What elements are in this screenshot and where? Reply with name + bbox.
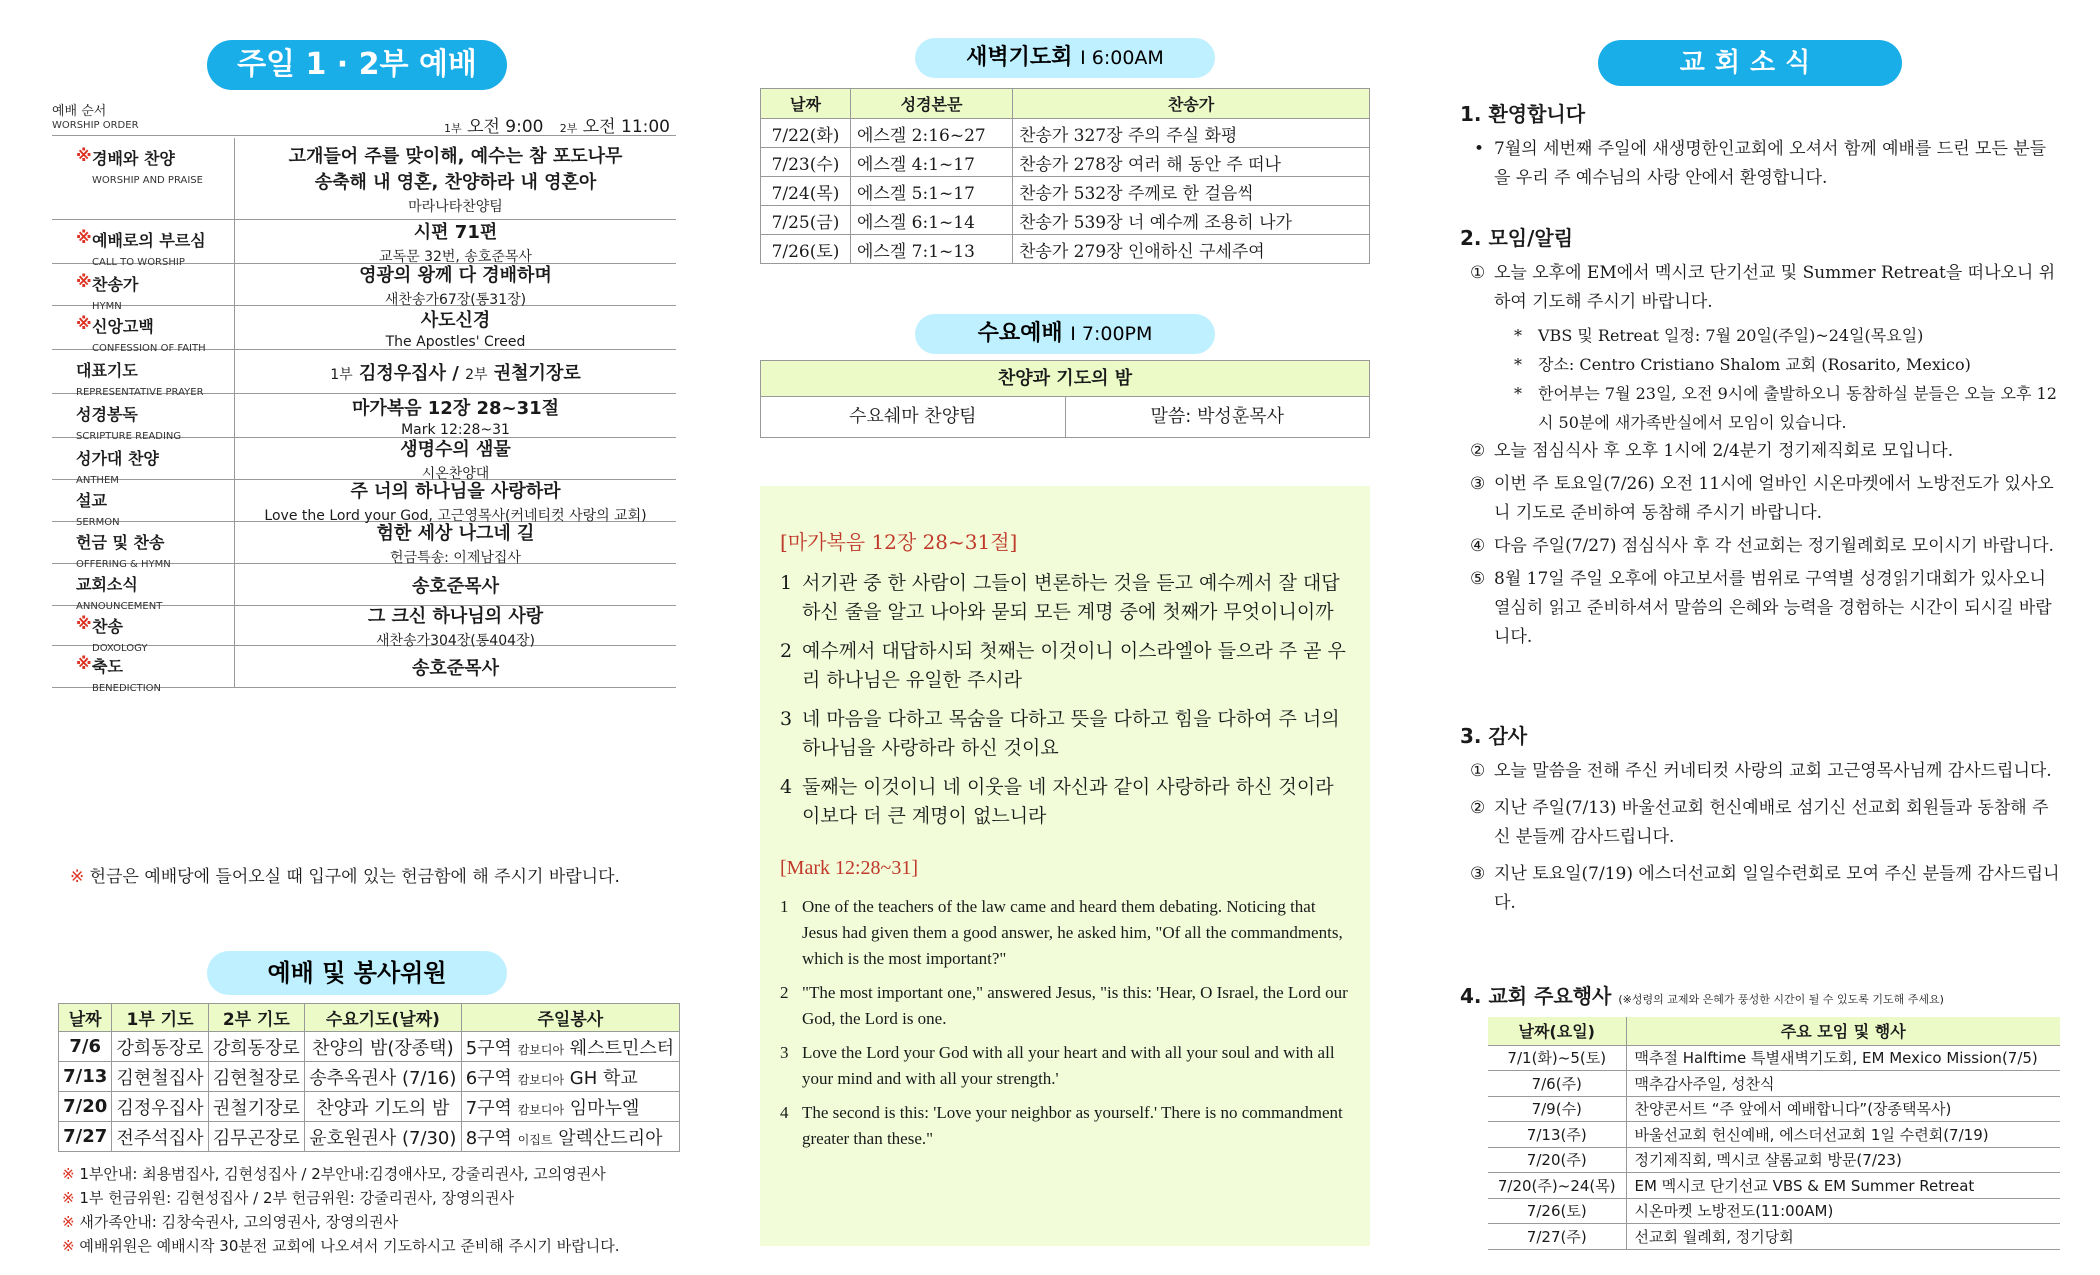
servants-p1: 김현철집사: [112, 1062, 208, 1092]
item-text: 지난 주일(7/13) 바울선교회 헌신예배로 섬기신 선교회 회원들과 동참해 주신 분들께 감사드립니다.: [1494, 798, 2049, 847]
order-main-text: 주 너의 하나님을 사랑하라: [350, 480, 561, 502]
dawn-header: 성경본문: [851, 89, 1013, 119]
order-value: [235, 306, 676, 349]
order-row: [52, 480, 676, 528]
order-label-ko: 성경봉독: [76, 405, 138, 424]
verse-text: "The most important one," answered Jesus, "is this: 'Hear, O Israel, the Lord our God, the Lord is one.: [802, 983, 1348, 1028]
notice-sub-item: [1460, 379, 2060, 437]
events-row: [1488, 1071, 2060, 1097]
order-label: [52, 220, 235, 268]
order-label: [52, 138, 235, 219]
prayer-n2: 권철기장로: [493, 362, 581, 384]
item-number: ②: [1470, 798, 1486, 818]
servants-header: 1부 기도: [112, 1004, 208, 1032]
verse-number: 2: [780, 983, 789, 1002]
order-label: [52, 394, 235, 442]
servants-note: [62, 1162, 620, 1186]
order-label: [52, 564, 235, 612]
duty-place: 알렉산드리아: [558, 1127, 663, 1149]
item-number: ①: [1470, 761, 1486, 781]
sub-bullet: *: [1514, 384, 1522, 403]
service-times: [444, 112, 670, 137]
prayer-p1: 1부: [330, 366, 353, 383]
events-row: [1488, 1173, 2060, 1199]
item-number: ③: [1470, 474, 1486, 494]
order-label-en: SERMON: [76, 517, 120, 528]
order-label-ko: 신앙고백: [92, 317, 154, 336]
order-main-text: 송호준목사: [412, 657, 499, 679]
order-label-en: CONFESSION OF FAITH: [92, 343, 206, 354]
servants-p1: 강희동장로: [112, 1032, 208, 1062]
order-row: [52, 646, 676, 694]
order-row: [52, 605, 676, 654]
order-value: [235, 394, 676, 437]
verse-number: 4: [780, 776, 793, 798]
order-sub-text: 교독문 32번, 송호준목사: [379, 248, 532, 265]
duty-group: 8구역: [465, 1127, 512, 1149]
order-label-en: WORSHIP AND PRAISE: [92, 175, 203, 186]
required-mark: ※: [76, 228, 92, 247]
servants-date: 7/20: [59, 1092, 112, 1122]
order-label: [52, 606, 235, 654]
order-label: [52, 306, 235, 354]
dawn-hymn: 찬송가 279장 인애하신 구세주여: [1013, 235, 1370, 264]
verse-number: 1: [780, 897, 789, 916]
verse-number: 2: [780, 640, 793, 662]
order-value: [235, 522, 676, 566]
order-value: [235, 264, 676, 308]
duty-country: 이집트: [517, 1132, 553, 1147]
news-section-events: [1460, 980, 2060, 1250]
dawn-text: 에스겔 2:16~27: [851, 119, 1013, 148]
bullet: •: [1474, 139, 1485, 159]
sub-bullet: *: [1514, 355, 1522, 374]
time-1: 오전 9:00: [467, 117, 544, 137]
event-date: 7/20(주)~24(목): [1488, 1173, 1626, 1199]
order-main-text: 사도신경: [420, 309, 491, 331]
servants-duty: [461, 1122, 679, 1152]
required-mark: ※: [76, 614, 92, 633]
event-name: 맥추감사주일, 성찬식: [1626, 1071, 2060, 1097]
notice-item: [1460, 565, 2060, 652]
events-row: [1488, 1198, 2060, 1224]
order-label-ko: 찬송: [92, 617, 123, 636]
notice-sub-item: [1460, 321, 2060, 350]
events-note: (※성령의 교제와 은혜가 풍성한 시간이 될 수 있도록 기도해 주세요): [1618, 993, 1944, 1006]
sub-text: VBS 및 Retreat 일정: 7월 20일(주일)~24일(목요일): [1538, 326, 1924, 345]
verse-en: [780, 1040, 1348, 1092]
order-label-ko: 찬송가: [92, 275, 139, 294]
item-number: ①: [1470, 263, 1486, 283]
dawn-header: 날짜: [761, 89, 851, 119]
item-text: 지난 토요일(7/19) 에스더선교회 일일수련회로 모여 주신 분들께 감사드립니다.: [1494, 864, 2060, 913]
order-value: [235, 564, 676, 605]
sub-text: 한어부는 7월 23일, 오전 9시에 출발하오니 동참하실 분들은 오늘 오후 12시 50분에 새가족반실에서 모임이 있습니다.: [1538, 384, 2057, 432]
dawn-date: 7/23(수): [761, 148, 851, 177]
order-label-ko: 헌금 및 찬송: [76, 533, 165, 552]
events-row: [1488, 1224, 2060, 1250]
verse-number: 1: [780, 572, 793, 594]
servants-row: [59, 1092, 680, 1122]
required-mark: ※: [76, 654, 92, 673]
order-label-en: ANNOUNCEMENT: [76, 601, 163, 612]
order-main-text: 생명수의 샘물: [400, 438, 511, 460]
wednesday-team: 수요쉐마 찬양팀: [761, 397, 1066, 437]
servants-note-text: 예배위원은 예배시작 30분전 교회에 나오셔서 기도하시고 준비해 주시기 바랍니다.: [79, 1237, 620, 1255]
event-date: 7/26(토): [1488, 1198, 1626, 1224]
duty-country: 캄보디아: [517, 1042, 565, 1057]
order-main-text: 시편 71편: [413, 221, 498, 243]
duty-country: 캄보디아: [517, 1072, 565, 1087]
servants-table: [58, 1003, 680, 1152]
order-label-ko: 성가대 찬양: [76, 449, 159, 468]
notice-item: [1460, 532, 2060, 561]
dawn-date: 7/24(목): [761, 177, 851, 206]
order-label-en: CALL TO WORSHIP: [92, 257, 185, 268]
dawn-row: [761, 206, 1370, 235]
servants-note-text: 1부 헌금위원: 김현성집사 / 2부 헌금위원: 강줄리권사, 장영의권사: [79, 1189, 515, 1207]
verse-ko: [780, 773, 1348, 831]
event-date: 7/1(화)~5(토): [1488, 1045, 1626, 1071]
order-label: [52, 480, 235, 528]
order-label: [52, 350, 235, 398]
order-label: [52, 646, 235, 694]
servants-header: 날짜: [59, 1004, 112, 1032]
section-title: 2. 모임/알림: [1460, 226, 1574, 250]
order-row: [52, 138, 676, 220]
news-column: [1460, 0, 2060, 1275]
order-sub-text: Mark 12:28~31: [401, 421, 510, 438]
order-label-ko: 예배로의 부르심: [92, 231, 206, 250]
news-section-thanks: [1460, 720, 2060, 926]
order-value: [235, 646, 676, 687]
event-name: EM 멕시코 단기선교 VBS & EM Summer Retreat: [1626, 1173, 2060, 1199]
events-header: 날짜(요일): [1488, 1017, 1626, 1045]
servants-p1: 김정우집사: [112, 1092, 208, 1122]
event-name: 바울선교회 헌신예배, 에스더선교회 1일 수련회(7/19): [1626, 1122, 2060, 1148]
servants-date: 7/27: [59, 1122, 112, 1152]
event-name: 찬양콘서트 “주 앞에서 예배합니다”(장종택목사): [1626, 1096, 2060, 1122]
order-sub-text: Love the Lord your God, 고근영목사(커네티컷 사랑의 교회): [264, 507, 647, 524]
servants-wed: 찬양의 밤(장종택): [304, 1032, 461, 1062]
note-mark: ※: [62, 1165, 75, 1183]
order-label-en: DOXOLOGY: [92, 643, 148, 654]
order-label-en: WORSHIP ORDER: [52, 120, 139, 131]
order-value: [235, 350, 676, 393]
note-mark: ※: [62, 1189, 75, 1207]
required-mark: ※: [76, 314, 92, 333]
verse-text: The second is this: 'Love your neighbor as yourself.' There is no commandment greater than these.": [802, 1103, 1343, 1148]
order-main-text: 마가복음 12장 28~31절: [351, 397, 560, 419]
verse-text: 예수께서 대답하시되 첫째는 이것이니 이스라엘아 들으라 주 곧 우리 하나님은 유일한 주시라: [802, 640, 1346, 691]
servants-wed: 송추옥권사 (7/16): [304, 1062, 461, 1092]
dawn-text: 에스겔 7:1~13: [851, 235, 1013, 264]
dawn-hymn: 찬송가 539장 너 예수께 조용히 나가: [1013, 206, 1370, 235]
servants-p1: 전주석집사: [112, 1122, 208, 1152]
verse-ko: [780, 569, 1348, 627]
order-row: [52, 264, 676, 312]
section-title: 3. 감사: [1460, 724, 1528, 748]
thanks-item: [1460, 860, 2060, 918]
order-row: [52, 522, 676, 570]
servants-p2: 김현철장로: [208, 1062, 304, 1092]
servants-note: [62, 1186, 620, 1210]
event-name: 정기제직회, 멕시코 샬롬교회 방문(7/23): [1626, 1147, 2060, 1173]
order-label: [52, 438, 235, 486]
servants-note-text: 1부안내: 최용범집사, 김현성집사 / 2부안내:김경애사모, 강줄리권사, 고의영권사: [79, 1165, 606, 1183]
order-row: [52, 306, 676, 354]
dawn-title-text: 새벽기도회: [966, 45, 1073, 70]
dawn-text: 에스겔 4:1~17: [851, 148, 1013, 177]
servants-wed: 윤호원권사 (7/30): [304, 1122, 461, 1152]
duty-group: 6구역: [465, 1067, 512, 1089]
order-value: [235, 138, 676, 219]
notice-item: [1460, 437, 2060, 466]
worship-title: 주일 1 · 2부 예배: [207, 40, 507, 90]
order-label-en: HYMN: [92, 301, 122, 312]
dawn-row: [761, 235, 1370, 264]
scripture-box: [760, 486, 1370, 1246]
verse-number: 3: [780, 1043, 789, 1062]
servants-title: 예배 및 봉사위원: [207, 951, 507, 995]
verse-en: [780, 980, 1348, 1032]
servants-row: [59, 1122, 680, 1152]
duty-place: 웨스트민스터: [569, 1037, 675, 1059]
verse-ko: [780, 705, 1348, 763]
prayer-n1: 김정우집사: [358, 362, 446, 384]
dawn-header: 찬송가: [1013, 89, 1370, 119]
item-text: 오늘 점심식사 후 오후 1시에 2/4분기 정기제직회로 모입니다.: [1494, 441, 1954, 461]
event-date: 7/20(주): [1488, 1147, 1626, 1173]
prayer-p2: 2부: [465, 366, 488, 383]
events-table: [1488, 1017, 2060, 1250]
required-mark: ※: [76, 272, 92, 291]
prayer-column: [760, 0, 1370, 1275]
section-title: 4. 교회 주요행사: [1460, 984, 1612, 1008]
order-label-ko: 경배와 찬양: [92, 149, 175, 168]
item-text: 오늘 말씀을 전해 주신 커네티컷 사랑의 교회 고근영목사님께 감사드립니다.: [1494, 761, 2052, 781]
order-label-en: SCRIPTURE READING: [76, 431, 182, 442]
dawn-row: [761, 148, 1370, 177]
servants-duty: [461, 1062, 679, 1092]
order-sub-text: 헌금특송: 이제남집사: [390, 549, 521, 566]
order-sub-text: 마라나타찬양팀: [408, 198, 503, 215]
verse-ko: [780, 637, 1348, 695]
duty-country: 캄보디아: [517, 1102, 565, 1117]
note-mark: ※: [62, 1237, 75, 1255]
order-main-text: 송축해 내 영혼, 찬양하라 내 영혼아: [314, 171, 597, 193]
prayer-names: [235, 359, 676, 385]
wednesday-title-text: 수요예배: [977, 321, 1063, 346]
item-number: ②: [1470, 441, 1486, 461]
wednesday-heading: 찬양과 기도의 밤: [761, 361, 1369, 397]
item-number: ④: [1470, 536, 1486, 556]
servants-date: 7/13: [59, 1062, 112, 1092]
event-date: 7/27(주): [1488, 1224, 1626, 1250]
news-section-welcome: [1460, 98, 2060, 193]
servants-row: [59, 1032, 680, 1062]
order-row: [52, 350, 676, 398]
welcome-text: 7월의 세번째 주일에 새생명한인교회에 오셔서 함께 예배를 드린 모든 분들을 우리 주 예수님의 사랑 안에서 환영합니다.: [1494, 139, 2047, 188]
servants-date: 7/6: [59, 1032, 112, 1062]
verse-text: One of the teachers of the law came and heard them debating. Noticing that Jesus had given them a good answer, he asked him, "Of all the commandments, which is the most important?": [802, 897, 1343, 968]
dawn-time: I 6:00AM: [1080, 47, 1164, 69]
offering-note-text: 헌금은 예배당에 들어오실 때 입구에 있는 헌금함에 해 주시기 바랍니다.: [89, 867, 620, 887]
wednesday-time: I 7:00PM: [1070, 323, 1153, 345]
order-main-text: 험한 세상 나그네 길: [376, 522, 535, 544]
item-text: 8월 17일 주일 오후에 야고보서를 범위로 구역별 성경읽기대회가 있사오니 열심히 읽고 준비하셔서 말씀의 은혜와 능력을 경험하는 시간이 되시길 바랍니다.: [1494, 569, 2052, 647]
order-label-en: ANTHEM: [76, 475, 119, 486]
order-sub-text: 시온찬양대: [421, 465, 490, 482]
sub-text: 장소: Centro Cristiano Shalom 교회 (Rosarito, Mexico): [1538, 355, 1971, 374]
dawn-hymn: 찬송가 532장 주께로 한 걸음씩: [1013, 177, 1370, 206]
dawn-text: 에스겔 5:1~17: [851, 177, 1013, 206]
verse-text: Love the Lord your God with all your heart and with all your soul and with all your mind and with all your strength.': [802, 1043, 1335, 1088]
verse-en: [780, 894, 1348, 972]
order-main-text: 그 크신 하나님의 사랑: [367, 605, 544, 627]
servants-row: [59, 1062, 680, 1092]
servants-notes: [62, 1162, 620, 1258]
order-sub-text: The Apostles' Creed: [385, 333, 526, 350]
duty-group: 5구역: [465, 1037, 512, 1059]
order-main-text: 송호준목사: [412, 575, 499, 597]
duty-place: GH 학교: [569, 1067, 638, 1089]
order-main-text: 고개들어 주를 맞이해, 예수는 참 포도나무: [288, 145, 623, 167]
scripture-ref-ko: [마가복음 12장 28~31절]: [780, 530, 1018, 554]
servants-note-text: 새가족안내: 김창숙권사, 고의영권사, 장영의권사: [79, 1213, 399, 1231]
note-mark: ※: [62, 1213, 75, 1231]
item-text: 오늘 오후에 EM에서 멕시코 단기선교 및 Summer Retreat을 떠나오니 위하여 기도해 주시기 바랍니다.: [1494, 263, 2056, 312]
servants-p2: 강희동장로: [208, 1032, 304, 1062]
servants-p2: 김무곤장로: [208, 1122, 304, 1152]
notice-item: [1460, 259, 2060, 317]
item-text: 이번 주 토요일(7/26) 오전 11시에 얼바인 시온마켓에서 노방전도가 있사오니 기도로 준비하여 동참해 주시기 바랍니다.: [1494, 474, 2054, 523]
notice-item: [1460, 470, 2060, 528]
order-value: [235, 438, 676, 482]
verse-number: 4: [780, 1103, 789, 1122]
time-2: 오전 11:00: [582, 117, 670, 137]
wednesday-title: [915, 314, 1215, 354]
dawn-title: [915, 38, 1215, 78]
item-number: ⑤: [1470, 569, 1486, 589]
verse-text: 둘째는 이것이니 네 이웃을 네 자신과 같이 사랑하라 하신 것이라 이보다 더 큰 계명이 없느니라: [802, 776, 1334, 827]
order-label: [52, 522, 235, 570]
order-sub-text: 새찬송가67장(통31장): [384, 291, 527, 308]
order-header: [52, 100, 676, 136]
order-value: [235, 605, 676, 649]
verse-en: [780, 1100, 1348, 1152]
verse-text: 서기관 중 한 사람이 그들이 변론하는 것을 듣고 예수께서 잘 대답하신 줄을 알고 나아와 묻되 모든 계명 중에 첫째가 무엇이니이까: [802, 572, 1340, 623]
dawn-hymn: 찬송가 278장 여러 해 동안 주 떠나: [1013, 148, 1370, 177]
order-label-ko: 축도: [92, 657, 123, 676]
news-title: 교회소식: [1598, 40, 1902, 86]
order-row: [52, 438, 676, 486]
order-label-en: REPRESENTATIVE PRAYER: [76, 387, 204, 398]
item-number: ③: [1470, 864, 1486, 884]
servants-wed: 찬양과 기도의 밤: [304, 1092, 461, 1122]
order-label-ko: 예배 순서: [52, 104, 107, 119]
order-row: [52, 220, 676, 268]
verse-number: 3: [780, 708, 793, 730]
verse-text: 네 마음을 다하고 목숨을 다하고 뜻을 다하고 힘을 다하여 주 너의 하나님을 사랑하라 하신 것이요: [802, 708, 1340, 759]
time-part-2: 2부: [559, 122, 578, 135]
servants-header: 2부 기도: [208, 1004, 304, 1032]
required-mark: ※: [76, 146, 92, 165]
time-part-1: 1부: [444, 122, 462, 135]
offering-note: [70, 862, 620, 887]
event-name: 선교회 월례회, 정기당회: [1626, 1224, 2060, 1250]
servants-header: 주일봉사: [461, 1004, 679, 1032]
order-label-ko: 대표기도: [76, 361, 138, 380]
order-row: [52, 564, 676, 612]
order-main-text: 영광의 왕께 다 경배하며: [359, 264, 552, 286]
duty-place: 임마누엘: [569, 1097, 640, 1119]
thanks-item: [1460, 794, 2060, 852]
note-mark: ※: [70, 867, 85, 887]
event-name: 맥추절 Halftime 특별새벽기도회, EM Mexico Mission(7/5): [1626, 1045, 2060, 1071]
dawn-row: [761, 119, 1370, 148]
event-date: 7/9(수): [1488, 1096, 1626, 1122]
dawn-date: 7/22(화): [761, 119, 851, 148]
servants-p2: 권철기장로: [208, 1092, 304, 1122]
notice-sub-item: [1460, 350, 2060, 379]
servants-duty: [461, 1092, 679, 1122]
thanks-item: [1460, 757, 2060, 786]
event-date: 7/13(주): [1488, 1122, 1626, 1148]
dawn-date: 7/25(금): [761, 206, 851, 235]
order-label-ko: 교회소식: [76, 575, 138, 594]
dawn-hymn: 찬송가 327장 주의 주실 화평: [1013, 119, 1370, 148]
events-row: [1488, 1096, 2060, 1122]
events-row: [1488, 1045, 2060, 1071]
section-title: 1. 환영합니다: [1460, 102, 1586, 126]
events-header: 주요 모임 및 행사: [1626, 1017, 2060, 1045]
order-table: [52, 138, 676, 694]
duty-group: 7구역: [465, 1097, 512, 1119]
item-text: 다음 주일(7/27) 점심식사 후 각 선교회는 정기월례회로 모이시기 바랍니다.: [1494, 536, 2054, 556]
dawn-row: [761, 177, 1370, 206]
servants-duty: [461, 1032, 679, 1062]
events-row: [1488, 1122, 2060, 1148]
dawn-table: [760, 88, 1370, 264]
dawn-text: 에스겔 6:1~14: [851, 206, 1013, 235]
order-label-en: OFFERING & HYMN: [76, 559, 171, 570]
dawn-date: 7/26(토): [761, 235, 851, 264]
wednesday-box: [760, 360, 1370, 438]
wednesday-preacher: 말씀: 박성훈목사: [1150, 406, 1284, 427]
order-label-ko: 설교: [76, 491, 107, 510]
event-name: 시온마켓 노방전도(11:00AM): [1626, 1198, 2060, 1224]
scripture-ref-en: [Mark 12:28~31]: [780, 857, 919, 879]
event-date: 7/6(주): [1488, 1071, 1626, 1097]
order-row: [52, 394, 676, 442]
prayer-sep: /: [452, 362, 459, 384]
order-label: [52, 264, 235, 312]
servants-note: [62, 1234, 620, 1258]
news-section-notices: [1460, 222, 2060, 656]
events-row: [1488, 1147, 2060, 1173]
order-sub-text: 새찬송가304장(통404장): [375, 632, 536, 649]
servants-header: 수요기도(날짜): [304, 1004, 461, 1032]
sub-bullet: *: [1514, 326, 1522, 345]
worship-column: [52, 0, 676, 1275]
servants-note: [62, 1210, 620, 1234]
order-label-en: BENEDICTION: [92, 683, 162, 694]
order-value: [235, 220, 676, 263]
order-value: [235, 480, 676, 524]
